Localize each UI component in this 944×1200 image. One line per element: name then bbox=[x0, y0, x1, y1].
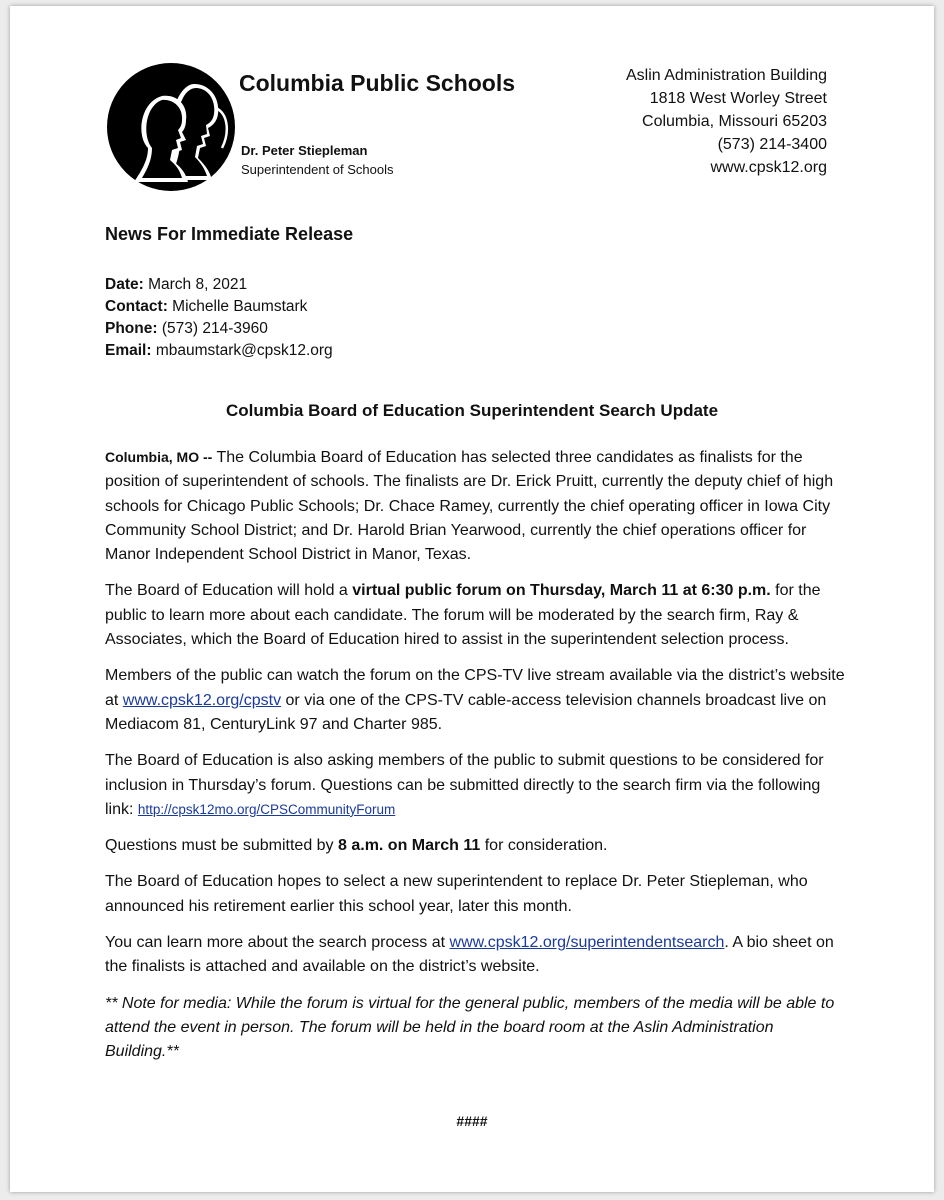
article-body bbox=[105, 445, 850, 1077]
paragraph: The Board of Education hopes to select a new superintendent to replace Dr. Peter Stiepleman, who announced his retirement earlier this school year, later this month. bbox=[105, 873, 808, 915]
paragraph-text: You can learn more about the search process at bbox=[105, 934, 450, 952]
paragraph bbox=[105, 579, 850, 652]
paragraph bbox=[105, 834, 850, 858]
cps-logo-icon bbox=[106, 62, 236, 192]
headline: Columbia Board of Education Superintendent Search Update bbox=[225, 401, 719, 420]
media-note: ** Note for media: While the forum is virtual for the general public, members of the media will be able to attend the event in person. The forum will be held in the board room at the Aslin Administration Building.** bbox=[105, 994, 835, 1061]
paragraph bbox=[105, 445, 850, 567]
release-label: News For Immediate Release bbox=[105, 224, 354, 244]
community-forum-link[interactable]: http://cpsk12mo.org/CPSCommunityForum bbox=[137, 801, 396, 817]
date-row bbox=[105, 274, 333, 296]
paragraph-text: The Board of Education will hold a bbox=[105, 582, 353, 600]
address-line: 1818 West Worley Street bbox=[649, 90, 827, 107]
contact-row bbox=[105, 296, 333, 318]
end-mark: #### bbox=[456, 1113, 488, 1129]
paragraph-text: for consideration. bbox=[480, 837, 608, 855]
address-line: Columbia, Missouri 65203 bbox=[642, 113, 827, 130]
date-label: Date: bbox=[105, 276, 144, 293]
forum-date-highlight: virtual public forum on Thursday, March 11 at 6:30 p.m. bbox=[352, 582, 771, 600]
contact-meta bbox=[105, 274, 333, 362]
phone-value: (573) 214-3960 bbox=[161, 320, 268, 337]
superintendent-search-link[interactable]: www.cpsk12.org/superintendentsearch bbox=[449, 934, 725, 952]
paragraph-text: for the public to learn more about each candidate. The forum will be moderated by the search firm, Ray & Associates, which the Board of Education hired to assist in the superintendent selection process. bbox=[105, 582, 821, 649]
paragraph-text: The Columbia Board of Education has selected three candidates as finalists for the position of superintendent of schools. The finalists are Dr. Erick Pruitt, currently the deputy chief of high schools for Chicago Public Schools; Dr. Chace Ramey, currently the chief operating officer in Iowa City Community School District; and Dr. Harold Brian Yearwood, currently the chief operations officer for Manor Independent School District in Manor, Texas. bbox=[105, 449, 834, 564]
office-website: www.cpsk12.org bbox=[710, 159, 827, 176]
paragraph-text: The Board of Education is also asking members of the public to submit questions to be considered for inclusion in Thursday’s forum. Questions can be submitted directly to the search firm via the following link: bbox=[105, 752, 824, 818]
contact-value: Michelle Baumstark bbox=[172, 298, 308, 315]
paragraph-text: or via one of the CPS-TV cable-access television channels broadcast live on Mediacom 81, CenturyLink 97 and Charter 985. bbox=[105, 691, 827, 733]
paragraph bbox=[105, 749, 850, 822]
press-release-page bbox=[10, 6, 934, 1192]
address-line: Aslin Administration Building bbox=[626, 67, 827, 84]
phone-row bbox=[105, 318, 333, 340]
phone-label: Phone: bbox=[105, 320, 158, 337]
superintendent-name: Dr. Peter Stiepleman bbox=[241, 143, 368, 158]
office-address bbox=[626, 64, 827, 179]
paragraph bbox=[105, 931, 850, 980]
dateline: Columbia, MO -- bbox=[105, 449, 213, 465]
email-row bbox=[105, 340, 333, 362]
deadline-highlight: 8 a.m. on March 11 bbox=[338, 837, 481, 855]
office-phone: (573) 214-3400 bbox=[717, 136, 827, 153]
superintendent-title: Superintendent of Schools bbox=[241, 162, 394, 177]
email-label: Email: bbox=[105, 342, 152, 359]
date-value: March 8, 2021 bbox=[148, 276, 248, 293]
paragraph-text: . A bio sheet on the finalists is attached and available on the district’s website. bbox=[105, 934, 834, 976]
paragraph-text: Members of the public can watch the forum on the CPS-TV live stream available via the district’s website at bbox=[105, 667, 845, 709]
email-value: mbaumstark@cpsk12.org bbox=[155, 342, 333, 359]
paragraph bbox=[105, 664, 850, 737]
paragraph-text: Questions must be submitted by bbox=[105, 837, 338, 855]
org-name: Columbia Public Schools bbox=[239, 70, 516, 96]
contact-label: Contact: bbox=[105, 298, 168, 315]
cpstv-link[interactable]: www.cpsk12.org/cpstv bbox=[122, 691, 282, 709]
